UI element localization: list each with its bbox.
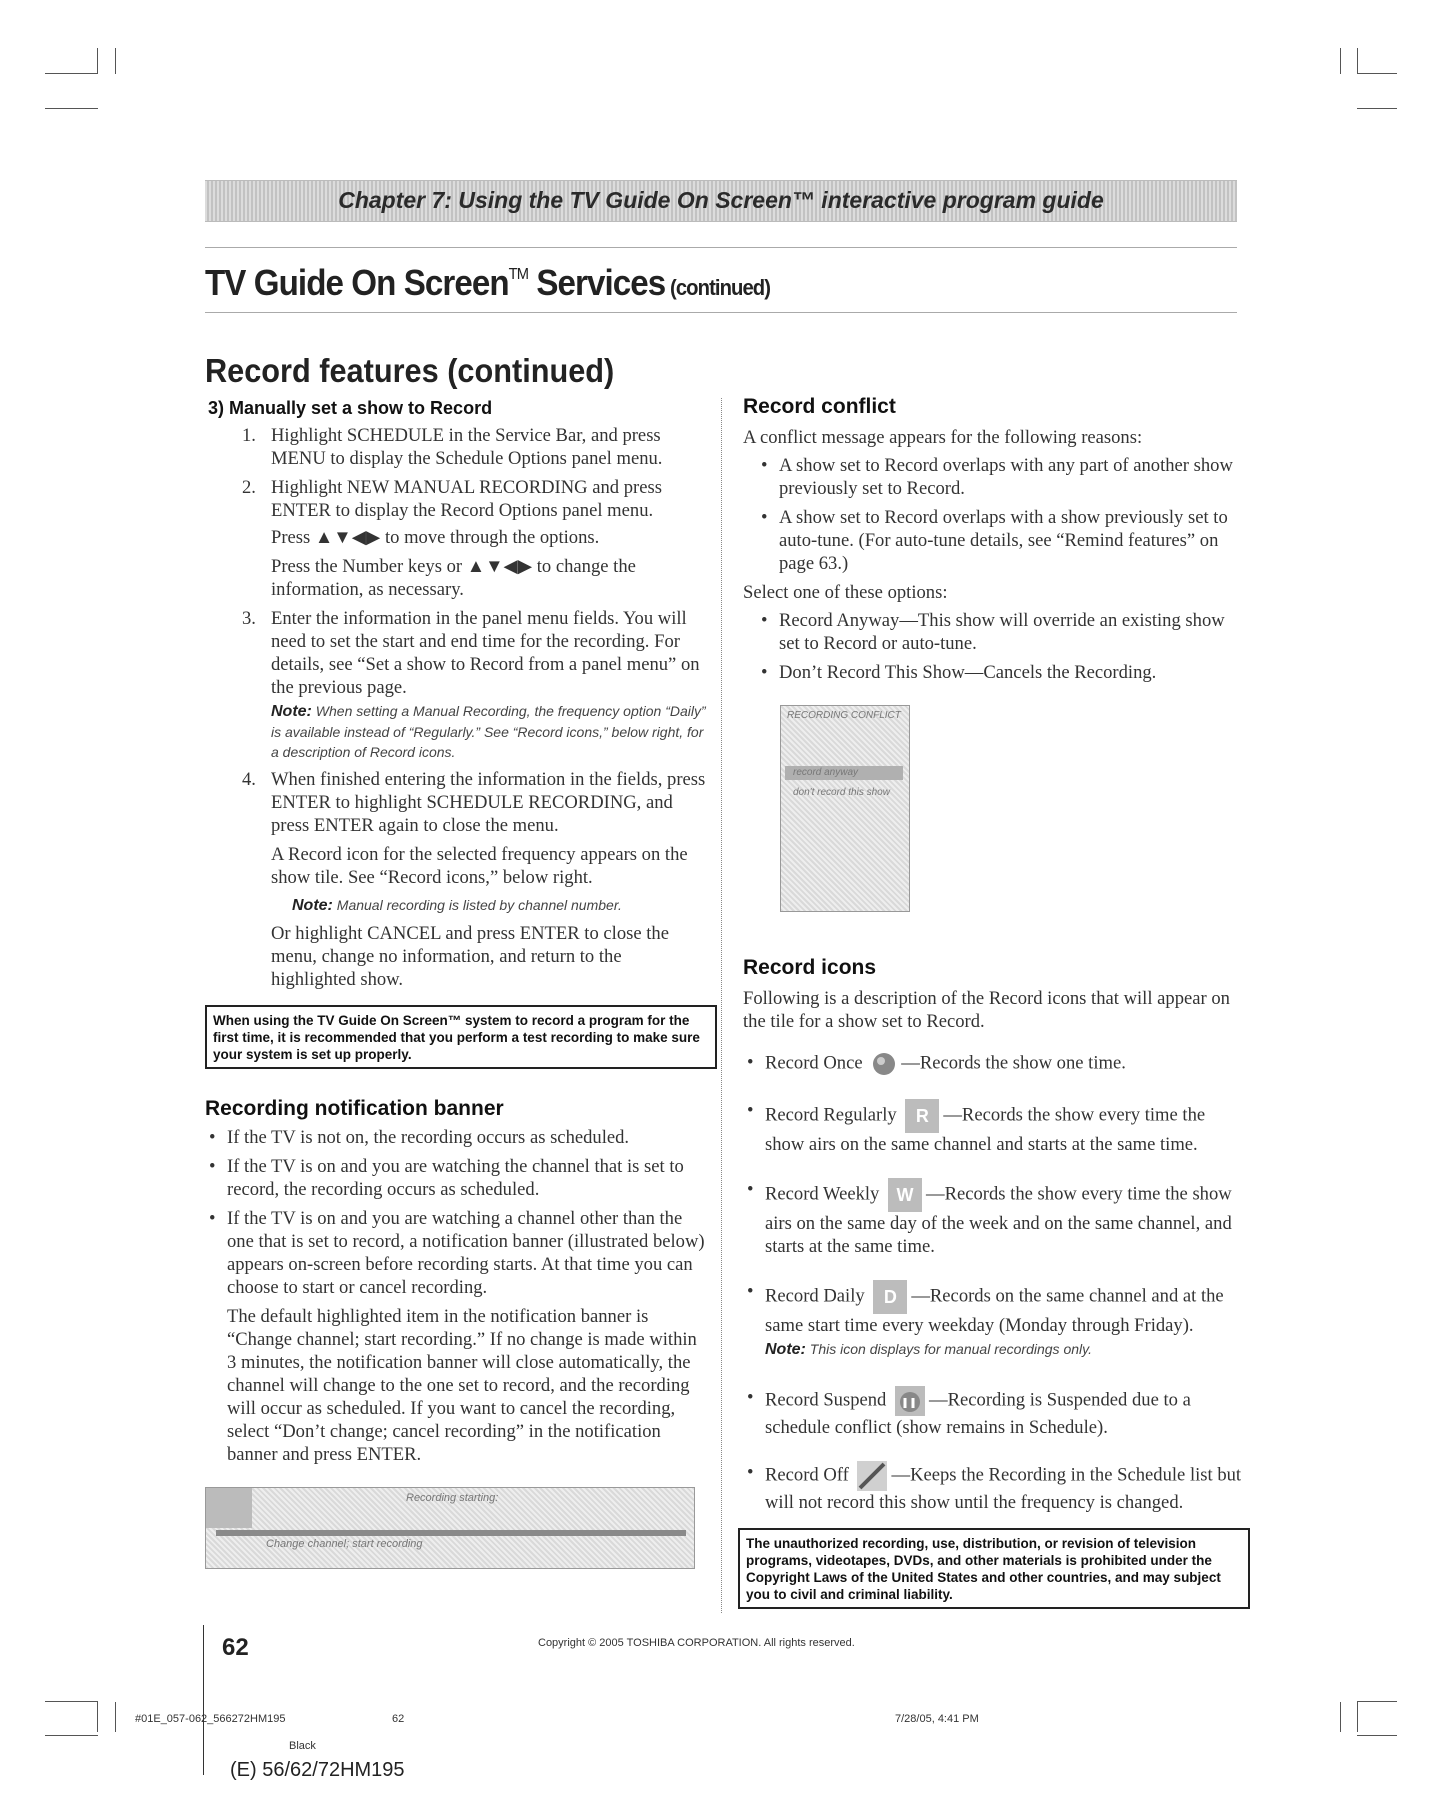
note-label: Note:: [765, 1341, 806, 1358]
crop-mark: [45, 1701, 98, 1702]
model-number: (E) 56/62/72HM195: [230, 1759, 405, 1781]
record-daily-icon: D: [873, 1280, 907, 1314]
record-icons-intro: Following is a description of the Record icons that will appear on the tile for a show set to Record.: [743, 988, 1230, 1032]
notification-banner-screenshot: [205, 1487, 695, 1569]
record-regularly-item: [743, 1099, 1243, 1156]
icon-label: Record Off: [765, 1464, 849, 1486]
crop-mark: [1357, 73, 1397, 74]
crop-mark: [1357, 1701, 1397, 1702]
banner-paragraph: The default highlighted item in the notification banner is “Change channel; start recording.” If no change is made within 3 minutes, the notification banner will close automatically, the channel will change to the one set to record, and the recording will occur as scheduled. If you want to cancel the recording, select “Don’t change; cancel recording” in the notification banner and press ENTER.: [227, 1306, 697, 1465]
note-label: Note:: [271, 703, 312, 720]
record-icons-section: [743, 956, 1243, 1520]
crop-mark: [45, 1735, 98, 1736]
step-number: 4.: [242, 769, 256, 790]
crop-mark: [115, 48, 116, 74]
record-daily-item: [743, 1280, 1243, 1337]
conflict-section: [743, 395, 1243, 690]
slug-file: #01E_057-062_566272HM195: [135, 1713, 286, 1725]
note-text: When setting a Manual Recording, the frequency option “Daily” is available instead of “Regularly.” See “Record icons,” below right, for a description of Record icons.: [271, 703, 706, 760]
conflict-option: • Record Anyway—This show will override an existing show set to Record or auto-tune.: [757, 609, 1243, 655]
icon-desc: —Records the show one time.: [901, 1052, 1126, 1074]
conflict-heading: Record conflict: [743, 395, 896, 418]
crop-mark: [1340, 48, 1341, 74]
daily-note: [743, 1339, 1243, 1360]
icon-label: Record Regularly: [765, 1104, 897, 1126]
shot-title: RECORDING CONFLICT: [787, 710, 901, 721]
copyright-line: Copyright © 2005 TOSHIBA CORPORATION. All rights reserved.: [538, 1637, 855, 1649]
step-3: [242, 607, 708, 699]
conflict-intro: A conflict message appears for the following reasons:: [743, 427, 1143, 448]
crop-mark: [97, 48, 98, 74]
conflict-screenshot: [780, 705, 910, 912]
crop-mark: [45, 108, 98, 109]
icon-desc: —Recording is Suspended due to a schedule conflict (show remains in Schedule).: [765, 1389, 1191, 1438]
icon-label: Record Daily: [765, 1285, 865, 1307]
record-off-icon: [857, 1461, 887, 1491]
step-text: When finished entering the information in the fields, press ENTER to highlight SCHEDULE RECORDING, and press ENTER again to close the menu.: [271, 769, 706, 836]
banner-bullet: • If the TV is on and you are watching the channel that is set to record, the recording occurs as scheduled.: [205, 1155, 705, 1201]
footer-rule: [203, 1625, 204, 1775]
section-title: Record features (continued): [205, 352, 615, 389]
slug-page: 62: [392, 1713, 405, 1725]
copyright-warning-box: The unauthorized recording, use, distribution, or revision of television programs, videotapes, DVDs, and other materials is prohibited under the Copyright Laws of the United States and other countries, and may subject you to civil and criminal liability.: [738, 1528, 1250, 1609]
conflict-reason: • A show set to Record overlaps with a show previously set to auto-tune. (For auto-tune details, see “Remind features” on page 63.): [757, 506, 1243, 575]
title-main: TV Guide On Screen: [205, 262, 509, 303]
icon-label: Record Once: [765, 1052, 863, 1074]
icon-desc: —Records the show every time the show airs on the same channel and starts at the same time.: [765, 1104, 1206, 1155]
icon-desc: —Records on the same channel and at the same start time every weekday (Monday through Friday).: [765, 1285, 1224, 1336]
title-continued: (continued): [665, 275, 771, 300]
conflict-reason: • A show set to Record overlaps with any part of another show previously set to Record.: [757, 454, 1243, 500]
crop-mark: [97, 1702, 98, 1732]
icon-label: Record Weekly: [765, 1183, 880, 1205]
divider: [205, 312, 1237, 313]
step-text: Highlight NEW MANUAL RECORDING and press ENTER to display the Record Options panel menu.: [271, 477, 662, 521]
shot-option: Change channel; start recording: [266, 1538, 423, 1550]
banner-heading: Recording notification banner: [205, 1097, 504, 1120]
step-2: [242, 476, 708, 522]
crop-mark: [45, 73, 98, 74]
manual-record-section: [208, 397, 708, 997]
step-2-arrows: Press ▲▼◀▶ to move through the options.: [271, 527, 600, 548]
title-services: Services: [528, 262, 666, 303]
step-text: Enter the information in the panel menu fields. You will need to set the start and end time for the recording. For details, see “Set a show to Record from a panel menu” on the previous page.: [271, 608, 700, 698]
record-once-item: [743, 1051, 1243, 1077]
test-recording-box: When using the TV Guide On Screen™ system to record a program for the first time, it is recommended that you perform a test recording to make sure your system is set up properly.: [205, 1005, 717, 1069]
record-once-icon: [871, 1051, 897, 1077]
step-1: [242, 424, 708, 470]
record-weekly-item: [743, 1178, 1243, 1258]
step-4: [242, 768, 708, 837]
record-suspend-item: [743, 1386, 1243, 1439]
chapter-header-band: [205, 180, 1237, 222]
icon-desc: —Records the show every time the show airs on the same day of the week and on the same channel, and starts at the same time.: [765, 1183, 1232, 1257]
crop-mark: [115, 1702, 116, 1732]
column-divider: [721, 398, 722, 1613]
record-suspend-icon: [895, 1386, 925, 1416]
shot-title: Recording starting:: [406, 1492, 499, 1504]
step-number: 2.: [242, 477, 256, 498]
note-text: This icon displays for manual recordings only.: [805, 1341, 1092, 1357]
page-number: 62: [222, 1634, 249, 1661]
note-text: Manual recording is listed by channel number.: [332, 897, 622, 913]
record-icons-heading: Record icons: [743, 956, 877, 979]
shot-option: record anyway: [793, 767, 859, 778]
banner-bullet: • If the TV is not on, the recording occurs as scheduled.: [205, 1126, 705, 1149]
step-4-cancel: Or highlight CANCEL and press ENTER to close the menu, change no information, and return to the highlighted show.: [271, 923, 669, 990]
step-number: 3.: [242, 608, 256, 629]
crop-mark: [1340, 1702, 1341, 1732]
highlight-bar: [216, 1530, 686, 1536]
step-text: Highlight SCHEDULE in the Service Bar, and press MENU to display the Schedule Options panel menu.: [271, 425, 663, 469]
icon-desc: —Keeps the Recording in the Schedule list but will not record this show until the frequency is changed.: [765, 1464, 1242, 1513]
banner-section: [205, 1097, 705, 1466]
crop-mark: [1357, 1735, 1397, 1736]
record-weekly-icon: W: [888, 1178, 922, 1212]
record-off-item: [743, 1461, 1243, 1514]
manual-record-heading: 3) Manually set a show to Record: [208, 398, 493, 418]
record-regularly-icon: R: [905, 1099, 939, 1133]
tv-guide-logo: [206, 1488, 252, 1528]
crop-mark: [1357, 48, 1358, 74]
trademark: TM: [508, 266, 529, 283]
crop-mark: [1357, 1702, 1358, 1732]
crop-mark: [1357, 108, 1397, 109]
conflict-option: • Don’t Record This Show—Cancels the Recording.: [757, 661, 1243, 684]
conflict-select: Select one of these options:: [743, 582, 948, 603]
divider: [205, 247, 1237, 248]
page-title: [205, 262, 770, 304]
step-number: 1.: [242, 425, 256, 446]
step-2-number-keys: Press the Number keys or ▲▼◀▶ to change the information, as necessary.: [271, 556, 636, 600]
note-channel: [242, 895, 708, 916]
shot-option: don't record this show: [793, 787, 890, 798]
banner-bullet: • If the TV is on and you are watching a channel other than the one that is set to record, a notification banner (illustrated below) appears on-screen before recording starts. At that time you can choose to start or cancel recording.: [205, 1207, 705, 1299]
note-label: Note:: [292, 897, 333, 914]
slug-color: Black: [289, 1740, 316, 1752]
icon-label: Record Suspend: [765, 1389, 887, 1411]
step-4-icon-info: A Record icon for the selected frequency appears on the show tile. See “Record icons,” below right.: [271, 844, 688, 888]
slug-date: 7/28/05, 4:41 PM: [895, 1713, 979, 1725]
note-daily: [242, 701, 708, 762]
chapter-header: Chapter 7: Using the TV Guide On Screen™ interactive program guide: [338, 187, 1104, 213]
